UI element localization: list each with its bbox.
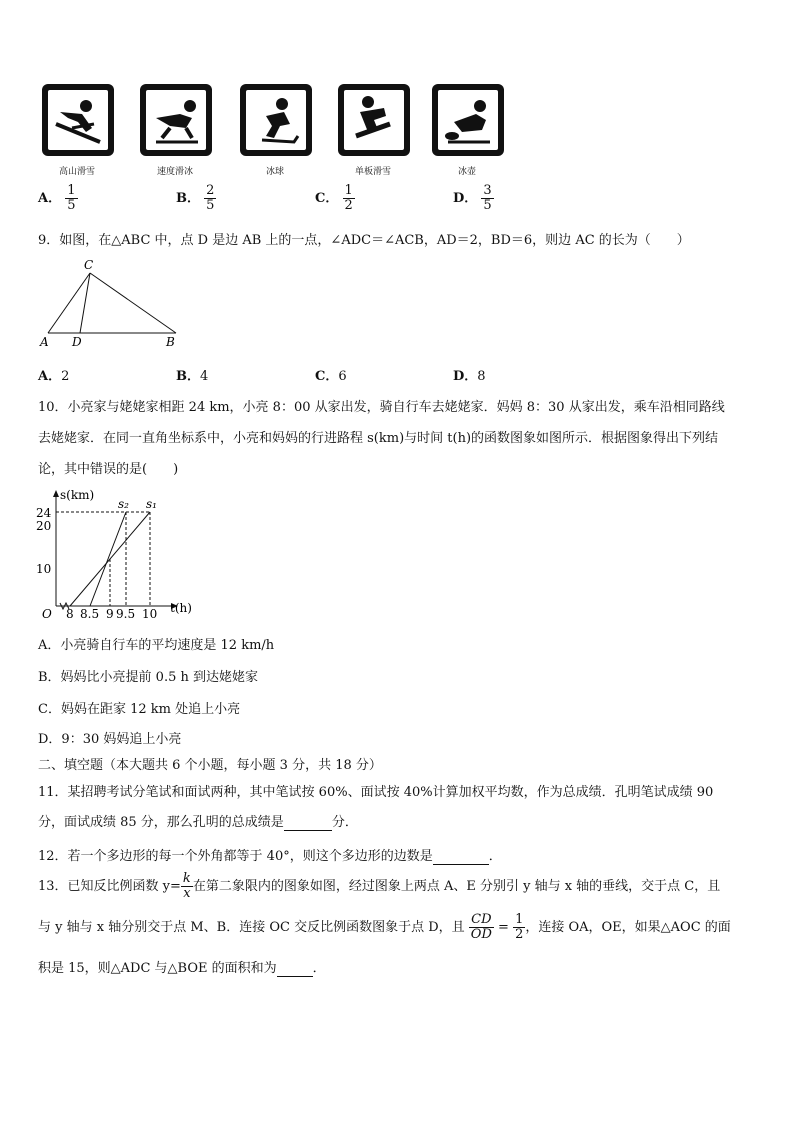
answer-blank	[433, 849, 489, 865]
x-tick-9: 9	[106, 607, 114, 621]
y-tick-24: 24	[36, 506, 52, 520]
q8-option-d: D． $\frac{3}{5}$	[453, 183, 492, 213]
point-c-label: C	[84, 258, 94, 272]
icon-caption: 冰球	[265, 167, 284, 177]
icon-caption: 速度滑冰	[156, 167, 193, 177]
q9-text: 9．如图，在△ABC 中，点 D 是边 AB 上的一点，∠ADC＝∠ACB，AD＝2，BD＝6，则边 AC 的长为（ ）	[38, 233, 690, 248]
icon-caption: 单板滑雪	[354, 167, 391, 177]
curling-icon	[432, 84, 504, 156]
q10-line2: 去姥姥家．在同一直角坐标系中，小亮和妈妈的行进路程 s(km)与时间 t(h)的函数图象如图所示．根据图象得出下列结	[38, 431, 719, 446]
q12-line: 12．若一个多边形的每一个外角都等于 40°，则这个多边形的边数是 ．	[38, 849, 502, 864]
alpine-skiing-icon	[42, 84, 114, 156]
q8-option-c: C． $\frac{1}{2}$	[315, 183, 353, 213]
snowboard-icon	[338, 84, 410, 156]
x-tick-10: 10	[142, 607, 158, 621]
y-tick-10: 10	[36, 562, 52, 576]
q11-line2: 分，面试成绩 85 分，那么孔明的总成绩是 分．	[38, 815, 358, 830]
q13-line2: 与 y 轴与 x 轴分别交于点 M、B．连接 OC 交反比例函数图象于点 D，且 $\frac{CD}{OD}$ = $\frac{1}{2}$ ，连接 OA，OE，如果△AOC 的面	[38, 912, 731, 942]
q10-option-b: B．妈妈比小亮提前 0.5 h 到达姥姥家	[38, 670, 258, 685]
x-tick-8-5: 8.5	[80, 607, 100, 621]
speed-skating-icon	[140, 84, 212, 156]
point-b-label: B	[166, 335, 175, 349]
q9-option-b: B．4	[176, 369, 209, 384]
q13-line3: 积是 15，则△ADC 与△BOE 的面积和为 ．	[38, 961, 326, 976]
q9-option-d: D．8	[453, 369, 486, 384]
q8-option-a: A． $\frac{1}{5}$	[38, 183, 76, 213]
answer-blank	[284, 815, 332, 831]
q9-option-a: A．2	[38, 369, 70, 384]
q8-option-b: B． $\frac{2}{5}$	[176, 183, 215, 213]
q11-line1: 11．某招聘考试分笔试和面试两种，其中笔试按 60%、面试按 40%计算加权平均数，作为总成绩．孔明笔试成绩 90	[38, 785, 714, 800]
y-axis-label: s(km)	[60, 488, 95, 502]
q9-option-c: C．6	[315, 369, 347, 384]
point-a-label: A	[40, 335, 49, 349]
ice-hockey-icon	[240, 84, 312, 156]
icon-caption: 冰壶	[457, 167, 476, 177]
series-s2-label: s₂	[118, 497, 129, 511]
x-tick-8: 8	[66, 607, 74, 621]
section-heading: 二、填空题（本大题共 6 个小题，每小题 3 分，共 18 分）	[38, 758, 382, 773]
q10-line3: 论，其中错误的是( )	[38, 462, 179, 477]
q13-line1: 13．已知反比例函数 y= $\frac{k}{x}$ 在第二象限内的图象如图，经过图象上两点 A、E 分别引 y 轴与 x 轴的垂线，交于点 C，且	[38, 871, 721, 901]
q10-line1: 10．小亮家与姥姥家相距 24 km，小亮 8：00 从家出发，骑自行车去姥姥家．妈妈 8：30 从家出发，乘车沿相同路线	[38, 400, 725, 415]
distance-time-graph	[34, 486, 204, 622]
icon-caption: 高山滑雪	[58, 167, 95, 177]
point-d-label: D	[72, 335, 82, 349]
q10-option-a: A．小亮骑自行车的平均速度是 12 km/h	[38, 638, 275, 653]
y-tick-20: 20	[36, 519, 52, 533]
origin-label: O	[42, 607, 52, 621]
x-tick-9-5: 9.5	[116, 607, 136, 621]
answer-blank	[277, 961, 313, 977]
q10-option-c: C．妈妈在距家 12 km 处追上小亮	[38, 702, 241, 717]
series-s1-label: s₁	[146, 497, 157, 511]
x-axis-label: t(h)	[170, 601, 192, 615]
triangle-figure	[38, 258, 188, 350]
series-s2-line	[90, 512, 126, 606]
q10-option-d: D．9：30 妈妈追上小亮	[38, 732, 182, 747]
